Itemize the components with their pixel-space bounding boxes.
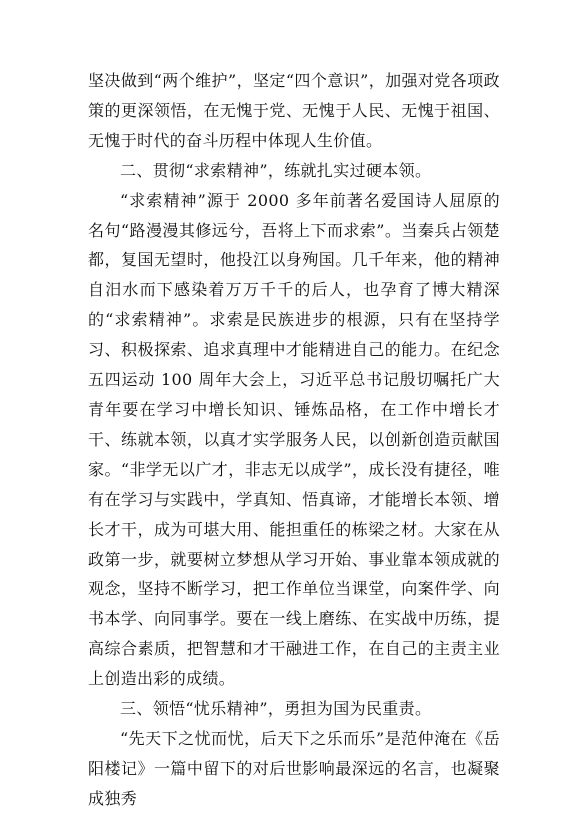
paragraph-qiusuo: “求索精神”源于 2000 多年前著名爱国诗人屈原的名句“路漫漫其修远兮，吾将上下而求索”。当秦兵占领楚都，复国无望时，他投江以身殉国。几千年来，他的精神自汨水而下感染着万万千千的后人，也孕育了博大精深的“求索精神”。求索是民族进步的根源，只有在坚持学习、积极探索、追求真理中才能精进自己的能力。在纪念五四运动 100 周年大会上，习近平总书记殷切嘱托广大青年要在学习中增长知识、锤炼品格，在工作中增长才干、练就本领，以真才实学服务人民，以创新创造贡献国家。“非学无以广才，非志无以成学”，成长没有捷径，唯有在学习与实践中，学真知、悟真谛，才能增长本领、增长才干，成为可堪大用、能担重任的栋梁之材。大家在从政第一步，就要树立梦想从学习开始、事业靠本领成就的观念，坚持不断学习，把工作单位当课堂，向案件学、向书本学、向同事学。要在一线上磨练、在实战中历练，提高综合素质，把智慧和才干融进工作，在自己的主责主业上创造出彩的成绩。 xyxy=(88,190,500,689)
document-body xyxy=(88,66,500,814)
section-heading-two: 二、贯彻“求索精神”，练就扎实过硬本领。 xyxy=(120,160,432,180)
section-heading-three: 三、领悟“忧乐精神”，勇担为国为民重责。 xyxy=(120,699,432,719)
paragraph-continuation: 坚决做到“两个维护”，坚定“四个意识”，加强对党各项政策的更深领悟，在无愧于党、无愧于人民、无愧于祖国、无愧于时代的奋斗历程中体现人生价值。 xyxy=(88,71,500,150)
paragraph-youle: “先天下之忧而忧，后天下之乐而乐”是范仲淹在《岳阳楼记》一篇中留下的对后世影响最深远的名言，也凝聚成独秀 xyxy=(88,728,500,808)
